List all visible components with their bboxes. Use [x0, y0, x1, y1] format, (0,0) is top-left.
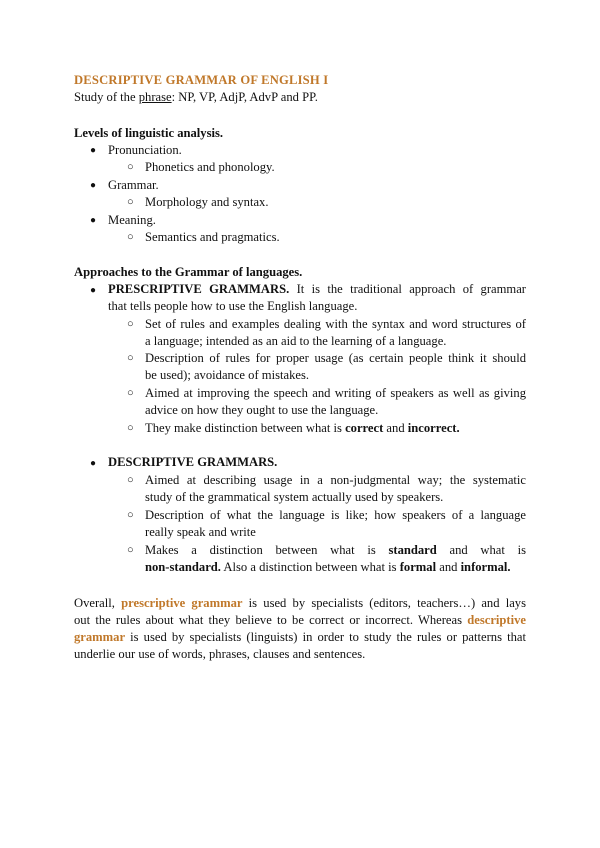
formal-term: formal — [399, 560, 437, 574]
document-title: DESCRIPTIVE GRAMMAR OF ENGLISH I — [74, 73, 329, 87]
descriptive-point-cont: study of the grammatical system actually used by speakers. — [145, 490, 444, 504]
descriptive-term: descriptive — [467, 613, 526, 627]
descriptive-point-cont: really speak and write — [145, 525, 256, 539]
circle-bullet-icon: ○ — [127, 231, 134, 243]
circle-bullet-icon: ○ — [127, 196, 134, 208]
bullet-icon: ● — [90, 145, 97, 156]
nonstandard-term: non-standard. — [145, 560, 221, 574]
circle-bullet-icon: ○ — [127, 318, 134, 330]
grammar-term: grammar — [74, 630, 126, 644]
levels-subitem: Morphology and syntax. — [145, 195, 269, 209]
overall-line-4: underlie our use of words, phrases, clauses and sentences. — [74, 647, 366, 661]
informal-term: informal. — [460, 560, 511, 574]
study-suffix: : NP, VP, AdjP, AdvP and PP. — [171, 90, 318, 104]
overall-text: is used by specialists (editors, teachers…) and lays — [242, 596, 527, 610]
incorrect-term: incorrect. — [407, 421, 460, 435]
descriptive-last-point-line-1 — [145, 542, 526, 560]
levels-item: Meaning. — [108, 213, 156, 227]
prescriptive-line-2: that tells people how to use the English language. — [108, 299, 358, 313]
bullet-icon: ● — [90, 458, 97, 469]
bullet-icon: ● — [90, 180, 97, 191]
prescriptive-point-cont: advice on how they ought to use the language. — [145, 403, 379, 417]
levels-item: Grammar. — [108, 178, 159, 192]
prescriptive-point: Aimed at improving the speech and writing of speakers as well as giving — [145, 386, 526, 400]
overall-text: is used by specialists (linguists) in order to study the rules or patterns that — [125, 630, 526, 644]
last-point-text: Makes a distinction between what is — [145, 543, 389, 557]
last-point-text: Also a distinction between what is — [220, 560, 400, 574]
overall-text: out the rules about what they believe to be correct or incorrect. Whereas — [74, 613, 468, 627]
circle-bullet-icon: ○ — [127, 161, 134, 173]
descriptive-point: Description of what the language is like; how speakers of a language — [145, 508, 526, 522]
study-line — [74, 89, 318, 107]
bullet-icon: ● — [90, 285, 97, 296]
circle-bullet-icon: ○ — [127, 509, 134, 521]
levels-item: Pronunciation. — [108, 143, 182, 157]
prescriptive-grammar-term: prescriptive grammar — [121, 596, 243, 610]
and-text: and — [383, 421, 408, 435]
standard-term: standard — [388, 543, 437, 557]
circle-bullet-icon: ○ — [127, 387, 134, 399]
and-text: and — [436, 560, 461, 574]
overall-line-1 — [74, 595, 526, 613]
prescriptive-point-cont: be used); avoidance of mistakes. — [145, 368, 310, 382]
prescriptive-line-1 — [108, 281, 526, 299]
study-prefix: Study of the — [74, 90, 139, 104]
overall-line-2 — [74, 612, 526, 630]
prescriptive-last-point — [145, 420, 460, 438]
approaches-heading: Approaches to the Grammar of languages. — [74, 265, 303, 279]
overall-text: Overall, — [74, 596, 122, 610]
last-point-prefix: They make distinction between what is — [145, 421, 346, 435]
prescriptive-point-cont: a language; intended as an aid to the learning of a language. — [145, 334, 447, 348]
prescriptive-point: Description of rules for proper usage (as certain people think it should — [145, 351, 526, 365]
descriptive-label: DESCRIPTIVE GRAMMARS. — [108, 455, 278, 469]
descriptive-last-point-line-2 — [145, 559, 511, 577]
bullet-icon: ● — [90, 215, 97, 226]
study-underlined: phrase — [138, 90, 172, 104]
correct-term: correct — [345, 421, 384, 435]
overall-line-3 — [74, 629, 526, 647]
levels-subitem: Semantics and pragmatics. — [145, 230, 280, 244]
levels-subitem: Phonetics and phonology. — [145, 160, 275, 174]
descriptive-point: Aimed at describing usage in a non-judgmental way; the systematic — [145, 473, 526, 487]
prescriptive-point: Set of rules and examples dealing with the syntax and word structures of — [145, 317, 526, 331]
circle-bullet-icon: ○ — [127, 422, 134, 434]
prescriptive-label: PRESCRIPTIVE GRAMMARS. — [108, 282, 290, 296]
prescriptive-text: It is the traditional approach of grammar — [289, 282, 527, 296]
levels-heading: Levels of linguistic analysis. — [74, 126, 224, 140]
last-point-text: and what is — [436, 543, 526, 557]
circle-bullet-icon: ○ — [127, 474, 134, 486]
circle-bullet-icon: ○ — [127, 352, 134, 364]
circle-bullet-icon: ○ — [127, 544, 134, 556]
